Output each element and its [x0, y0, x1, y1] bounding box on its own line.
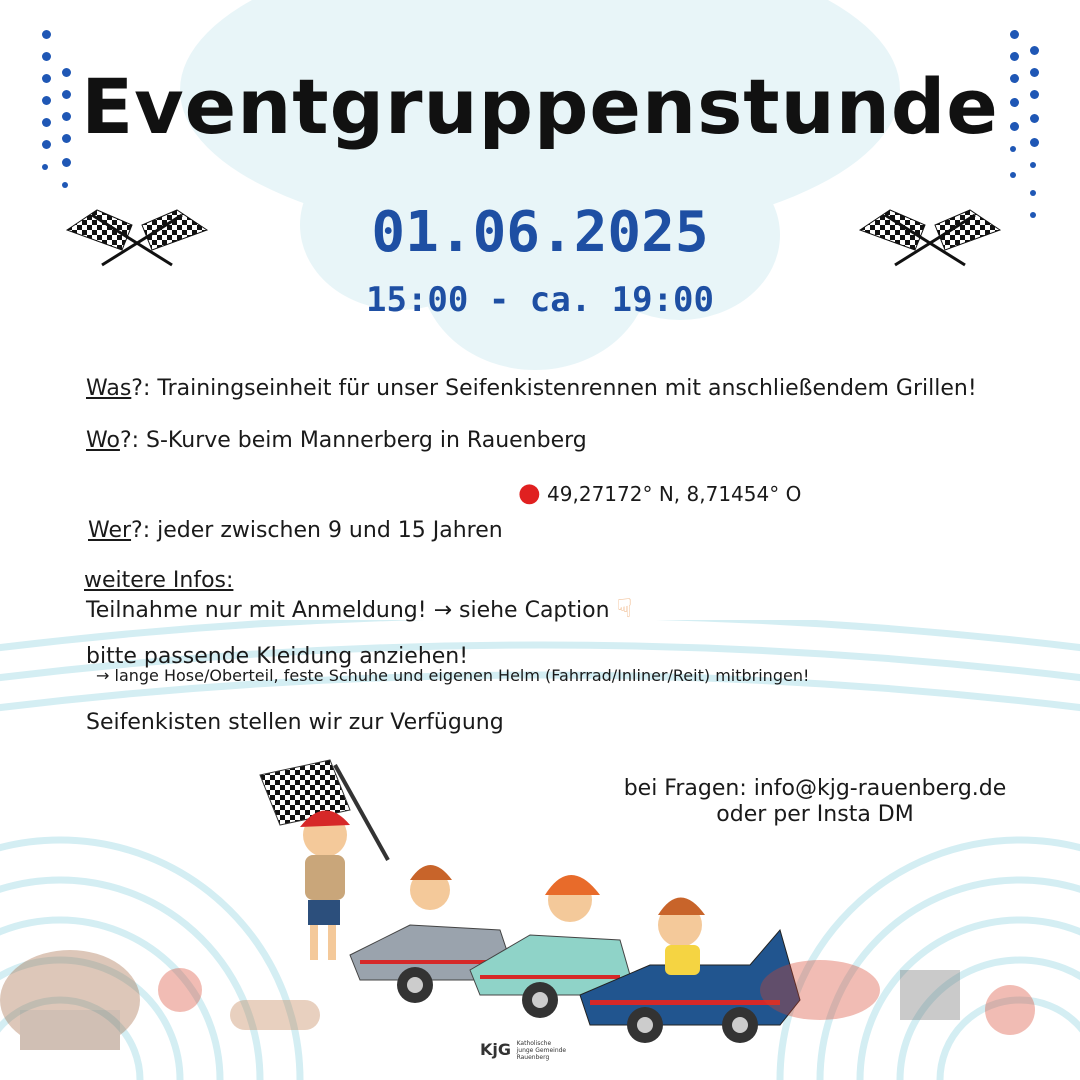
contact-email: bei Fragen: info@kjg-rauenberg.de [623, 776, 1007, 801]
logo-text: KjG [480, 1040, 512, 1059]
page-title: Eventgruppenstunde [81, 62, 999, 151]
pointing-hand-icon: ☟ [616, 594, 633, 624]
registration-text: Teilnahme nur mit Anmeldung! → siehe Caption [86, 598, 610, 623]
coordinates-line [518, 478, 801, 508]
wer-line [88, 518, 503, 543]
event-date: 01.06.2025 [371, 200, 709, 265]
clothing-text: bitte passende Kleidung anziehen! [86, 644, 469, 669]
was-line [86, 376, 977, 401]
wo-label: Wo [86, 428, 120, 453]
was-text: ?: Trainingseinheit für unser Seifenkistenrennen mit anschließendem Grillen! [131, 376, 977, 401]
location-pin-icon: ● [518, 478, 541, 508]
logo-subtext: Katholische junge Gemeinde Rauenberg [516, 1040, 567, 1061]
wo-text: ?: S-Kurve beim Mannerberg in Rauenberg [119, 428, 587, 453]
event-time: 15:00 - ca. 19:00 [366, 280, 714, 320]
coordinates-text: 49,27172° N, 8,71454° O [547, 482, 802, 506]
wer-text: ?: jeder zwischen 9 und 15 Jahren [131, 518, 503, 543]
soapbox-text: Seifenkisten stellen wir zur Verfügung [86, 710, 504, 735]
wer-label: Wer [88, 518, 132, 543]
kjg-logo [480, 1040, 567, 1061]
contact-insta: oder per Insta DM [716, 802, 914, 827]
registration-line [86, 594, 632, 624]
wo-line [86, 428, 587, 453]
clothing-detail-text: → lange Hose/Oberteil, feste Schuhe und eigenen Helm (Fahrrad/Inliner/Reit) mitbringen! [96, 666, 810, 685]
infos-label: weitere Infos: [84, 568, 234, 593]
was-label: Was [86, 376, 132, 401]
